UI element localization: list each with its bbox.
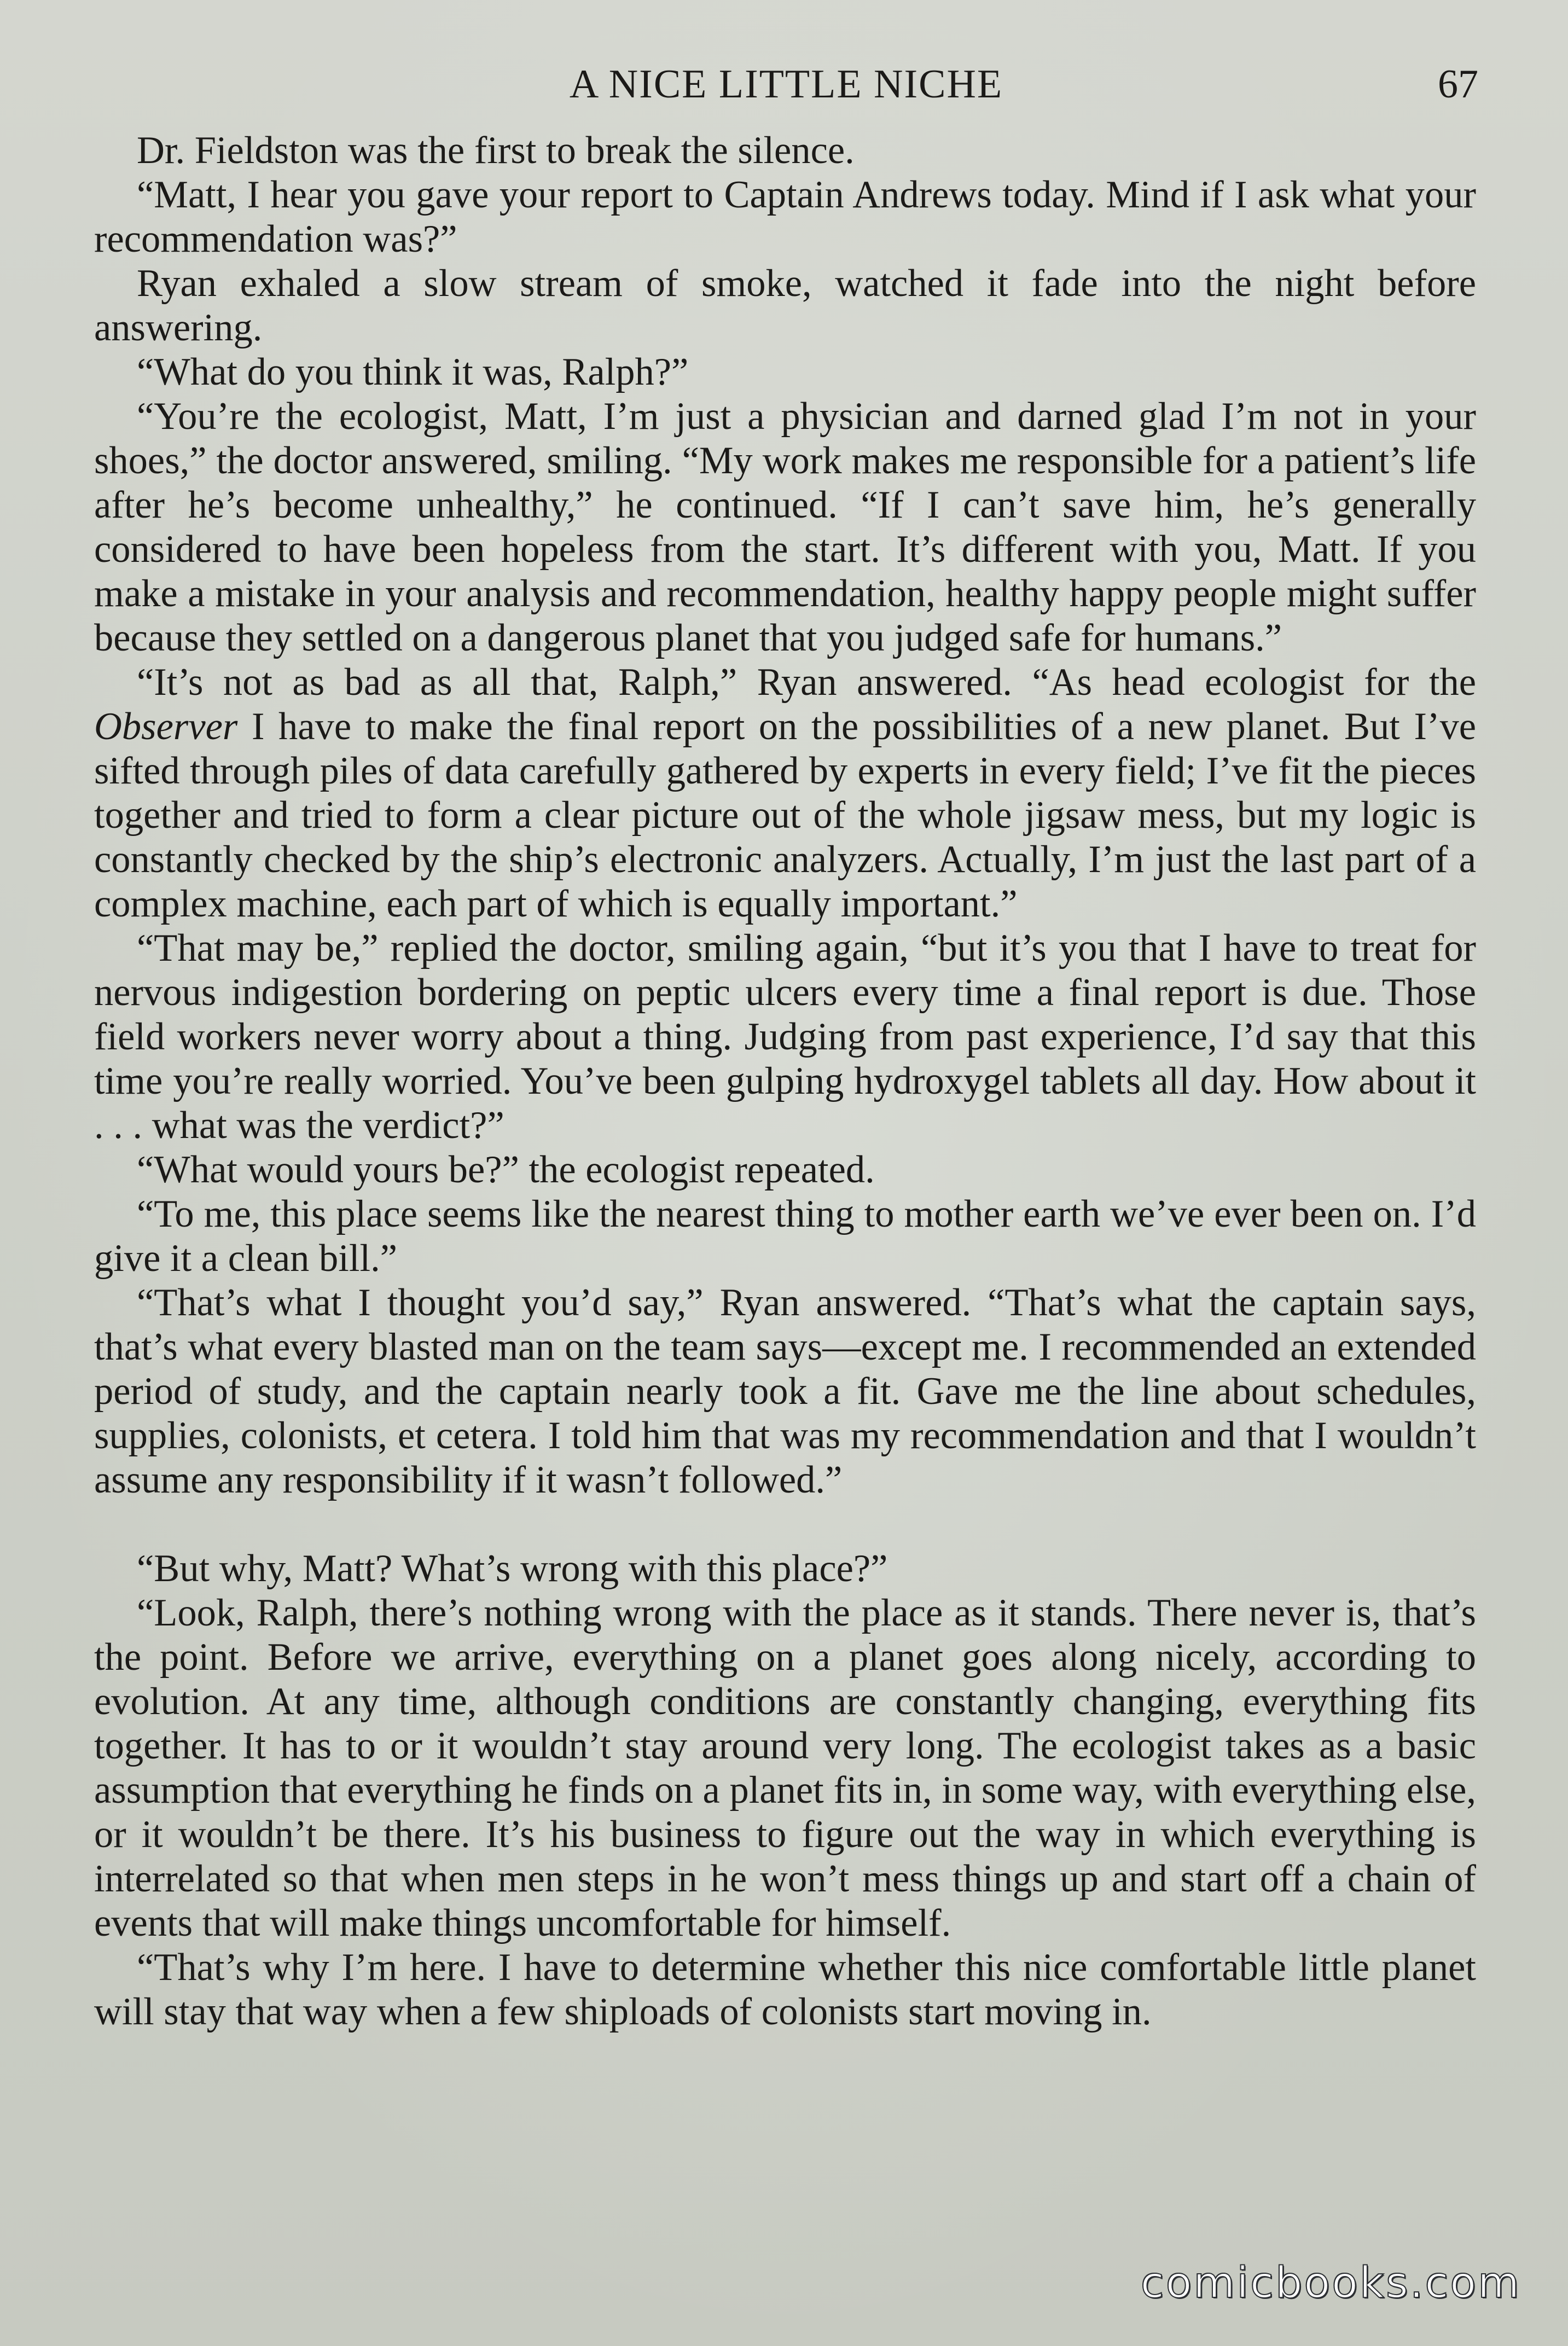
paragraph: “It’s not as bad as all that, Ralph,” Ryan answered. “As head ecologist for the Observer I have to make the final report on the possibilities of a new planet. But I’ve sifted through piles of data carefully gathered by experts in every field; I’ve fit the pieces together and tried to form a clear picture out of the whole jigsaw mess, but my logic is constantly checked by the ship’s electronic analyzers. Actually, I’m just the last part of a complex machine, each part of which is equally important.”: [94, 661, 1476, 925]
paragraph: “To me, this place seems like the nearest thing to mother earth we’ve ever been on. I’d give it a clean bill.”: [94, 1193, 1476, 1280]
paragraph: “That’s why I’m here. I have to determine whether this nice comfortable little planet will stay that way when a few shiploads of colonists start moving in.: [94, 1946, 1476, 2033]
paragraph: Ryan exhaled a slow stream of smoke, watched it fade into the night before answering.: [94, 262, 1476, 349]
paragraph: “Look, Ralph, there’s nothing wrong with the place as it stands. There never is, that’s the point. Before we arrive, everything on a planet goes along nicely, according to evolution. At any time, although conditions are constantly changing, everything fits together. It has to or it wouldn’t stay around very long. The ecologist takes as a basic assumption that everything he finds on a planet fits in, in some way, with everything else, or it wouldn’t be there. It’s his business to figure out the way in which everything is interrelated so that when men steps in he won’t mess things up and start off a chain of events that will make things uncomfortable for himself.: [94, 1592, 1476, 1944]
paragraph: “That may be,” replied the doctor, smiling again, “but it’s you that I have to treat for nervous indigestion bordering on peptic ulcers every time a final report is due. Those field workers never worry about a thing. Judging from past experience, I’d say that this time you’re really worried. You’ve been gulping hydroxygel tablets all day. How about it . . . what was the verdict?”: [94, 927, 1476, 1147]
site-watermark: comicbooks.com: [1140, 2258, 1521, 2308]
running-head: A NICE LITTLE NICHE: [569, 62, 1003, 107]
paragraph: “Matt, I hear you gave your report to Captain Andrews today. Mind if I ask what your recommendation was?”: [94, 173, 1476, 260]
paragraph: “What would yours be?” the ecologist repeated.: [137, 1148, 875, 1191]
paragraph: “But why, Matt? What’s wrong with this place?”: [137, 1547, 888, 1590]
ship-name: Observer: [94, 705, 238, 748]
paragraph: Dr. Fieldston was the first to break the silence.: [137, 129, 855, 172]
paragraph: “You’re the ecologist, Matt, I’m just a physician and darned glad I’m not in your shoes,” the doctor answered, smiling. “My work makes me responsible for a patient’s life after he’s become unhealthy,” he continued. “If I can’t save him, he’s generally considered to have been hopeless from the start. It’s different with you, Matt. If you make a mistake in your analysis and recommendation, healthy happy people might suffer because they settled on a dangerous planet that you judged safe for humans.”: [94, 395, 1476, 659]
paragraph: “That’s what I thought you’d say,” Ryan answered. “That’s what the captain says, that’s what every blasted man on the team says—except me. I recommended an extended period of study, and the captain nearly took a fit. Gave me the line about schedules, supplies, colonists, et cetera. I told him that was my recommendation and that I wouldn’t assume any responsibility if it wasn’t followed.”: [94, 1281, 1476, 1501]
body-text: [94, 129, 1476, 2034]
page-header: [94, 57, 1478, 112]
page-number: 67: [1438, 62, 1478, 107]
paragraph: “What do you think it was, Ralph?”: [137, 351, 689, 393]
